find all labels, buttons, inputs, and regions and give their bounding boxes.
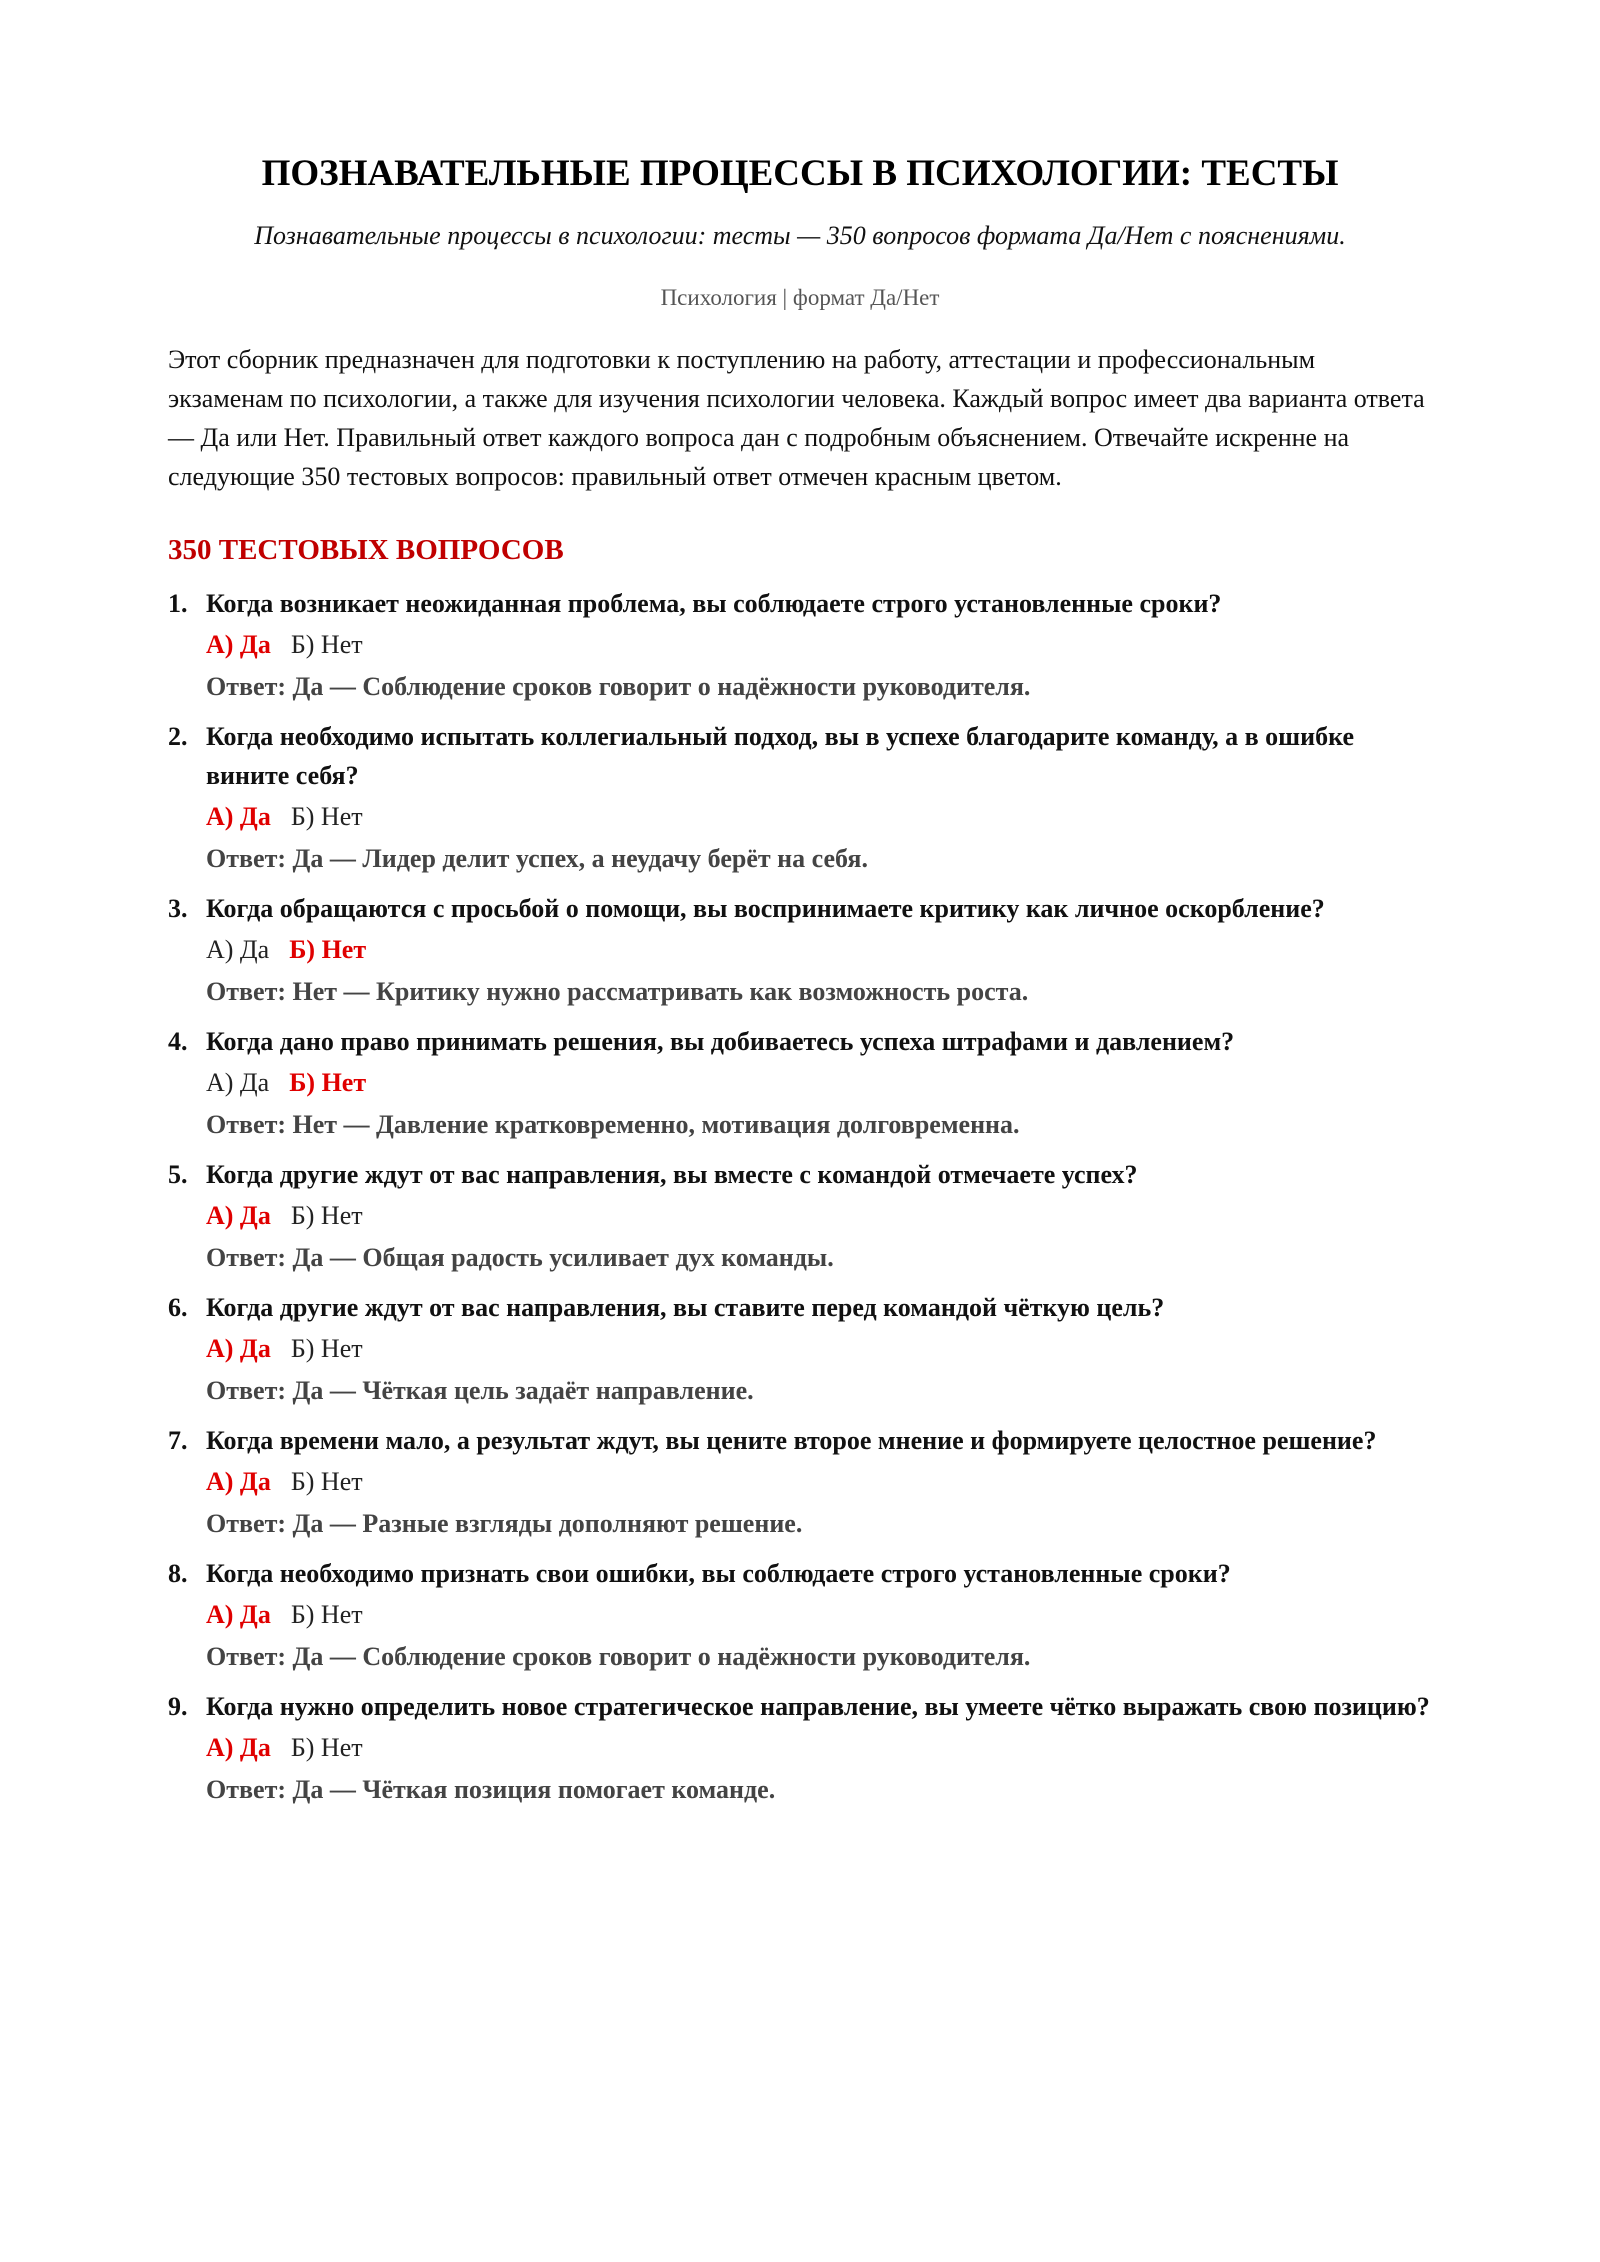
- page-title: ПОЗНАВАТЕЛЬНЫЕ ПРОЦЕССЫ В ПСИХОЛОГИИ: ТЕСТЫ: [261, 153, 1339, 194]
- question-item: [168, 889, 1432, 1012]
- question-number: 2.: [168, 722, 188, 751]
- question-text: [168, 1687, 1432, 1726]
- question-text: [168, 584, 1432, 623]
- option-a: А) Да: [206, 1600, 271, 1629]
- option-b: Б) Нет: [289, 1068, 367, 1097]
- question-item: [168, 717, 1432, 879]
- answer-options: [168, 928, 1432, 972]
- page-subtitle: Познавательные процессы в психологии: тесты — 350 вопросов формата Да/Нет с пояснениями.: [254, 221, 1346, 250]
- question-item: [168, 1155, 1432, 1278]
- question-text: [168, 1421, 1432, 1460]
- question-body: Когда другие ждут от вас направления, вы вместе с командой отмечаете успех?: [206, 1160, 1138, 1189]
- question-number: 1.: [168, 589, 188, 618]
- answer-options: [168, 1194, 1432, 1238]
- question-item: [168, 1687, 1432, 1810]
- option-a: А) Да: [206, 1467, 271, 1496]
- question-item: [168, 1421, 1432, 1544]
- answer-options: [168, 795, 1432, 839]
- answer-explanation: Ответ: Да — Общая радость усиливает дух команды.: [206, 1243, 834, 1272]
- question-body: Когда времени мало, а результат ждут, вы цените второе мнение и формируете целостное решение?: [206, 1426, 1377, 1455]
- option-b: Б) Нет: [290, 1600, 363, 1629]
- answer-explanation: Ответ: Да — Соблюдение сроков говорит о надёжности руководителя.: [206, 672, 1031, 701]
- option-a: А) Да: [206, 630, 271, 659]
- answer-explanation: Ответ: Нет — Критику нужно рассматривать как возможность роста.: [206, 977, 1029, 1006]
- option-a: А) Да: [206, 1733, 271, 1762]
- question-number: 7.: [168, 1426, 188, 1455]
- option-b: Б) Нет: [289, 935, 367, 964]
- option-a: А) Да: [206, 802, 271, 831]
- question-number: 4.: [168, 1027, 188, 1056]
- option-b: Б) Нет: [290, 1733, 363, 1762]
- answer-explanation: Ответ: Да — Лидер делит успех, а неудачу берёт на себя.: [206, 844, 868, 873]
- option-a: А) Да: [206, 1068, 270, 1097]
- answer-explanation: Ответ: Да — Соблюдение сроков говорит о надёжности руководителя.: [206, 1642, 1031, 1671]
- category-meta: Психология | формат Да/Нет: [660, 285, 940, 310]
- question-item: [168, 1554, 1432, 1677]
- option-b: Б) Нет: [290, 1334, 363, 1363]
- question-number: 5.: [168, 1160, 188, 1189]
- answer-explanation: Ответ: Да — Чёткая цель задаёт направление.: [206, 1376, 754, 1405]
- answer-explanation: Ответ: Да — Чёткая позиция помогает команде.: [206, 1775, 776, 1804]
- question-item: [168, 1022, 1432, 1145]
- answer-options: [168, 1327, 1432, 1371]
- question-text: [168, 1022, 1432, 1061]
- question-number: 6.: [168, 1293, 188, 1322]
- question-text: [168, 1288, 1432, 1327]
- option-b: Б) Нет: [290, 1201, 363, 1230]
- question-body: Когда необходимо испытать коллегиальный подход, вы в успехе благодарите команду, а в ошибке вините себя?: [206, 722, 1354, 790]
- question-body: Когда обращаются с просьбой о помощи, вы воспринимаете критику как личное оскорбление?: [206, 894, 1325, 923]
- question-number: 9.: [168, 1692, 188, 1721]
- option-a: А) Да: [206, 935, 270, 964]
- option-b: Б) Нет: [290, 1467, 363, 1496]
- option-b: Б) Нет: [290, 630, 363, 659]
- question-number: 3.: [168, 894, 188, 923]
- question-body: Когда нужно определить новое стратегическое направление, вы умеете чётко выражать свою позицию?: [206, 1692, 1430, 1721]
- answer-options: [168, 1726, 1432, 1770]
- answer-options: [168, 1061, 1432, 1105]
- answer-options: [168, 1460, 1432, 1504]
- answer-explanation: Ответ: Нет — Давление кратковременно, мотивация долговременна.: [206, 1110, 1020, 1139]
- question-text: [168, 1554, 1432, 1593]
- question-list: [168, 584, 1432, 1810]
- intro-paragraph: Этот сборник предназначен для подготовки к поступлению на работу, аттестации и профессиональным экзаменам по психологии, а также для изучения психологии человека. Каждый вопрос имеет два варианта ответа — Да или Нет. Правильный ответ каждого вопроса дан с подробным объяснением. Отвечайте искренне на следующие 350 тестовых вопросов: правильный ответ отмечен красным цветом.: [168, 345, 1425, 491]
- question-text: [168, 717, 1432, 795]
- answer-options: [168, 1593, 1432, 1637]
- question-item: [168, 584, 1432, 707]
- option-b: Б) Нет: [290, 802, 363, 831]
- question-body: Когда другие ждут от вас направления, вы ставите перед командой чёткую цель?: [206, 1293, 1165, 1322]
- question-body: Когда необходимо признать свои ошибки, вы соблюдаете строго установленные сроки?: [206, 1559, 1231, 1588]
- option-a: А) Да: [206, 1334, 271, 1363]
- question-text: [168, 1155, 1432, 1194]
- question-body: Когда возникает неожиданная проблема, вы соблюдаете строго установленные сроки?: [206, 589, 1222, 618]
- section-heading: 350 ТЕСТОВЫХ ВОПРОСОВ: [168, 534, 564, 566]
- question-text: [168, 889, 1432, 928]
- answer-explanation: Ответ: Да — Разные взгляды дополняют решение.: [206, 1509, 803, 1538]
- question-item: [168, 1288, 1432, 1411]
- option-a: А) Да: [206, 1201, 271, 1230]
- question-number: 8.: [168, 1559, 188, 1588]
- answer-options: [168, 623, 1432, 667]
- question-body: Когда дано право принимать решения, вы добиваетесь успеха штрафами и давлением?: [206, 1027, 1235, 1056]
